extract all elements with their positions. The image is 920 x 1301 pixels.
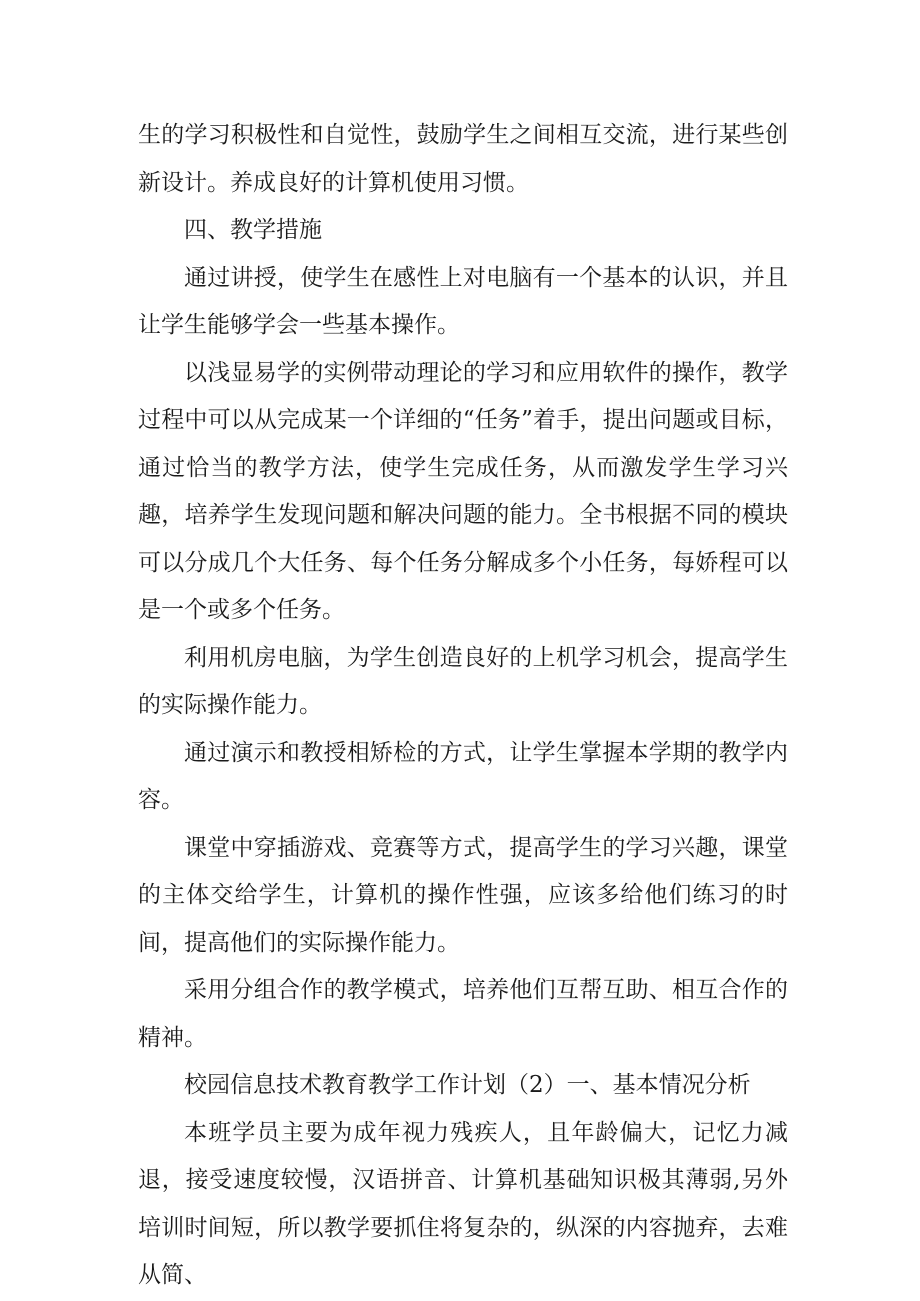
paragraph: 通过讲授，使学生在感性上对电脑有一个基本的认识，并且让学生能够学会一些基本操作。 xyxy=(138,264,788,338)
paragraph: 本班学员主要为成年视力残疾人，且年龄偏大，记忆力减退，接受速度较慢，汉语拼音、计算机基础知识极其薄弱,另外培训时间短，所以教学要抓住将复杂的，纵深的内容抛弃，去难从简、 xyxy=(138,1119,788,1288)
document-page xyxy=(138,112,788,1300)
paragraph: 通过演示和教授相矫检的方式，让学生掌握本学期的教学内容。 xyxy=(138,739,788,813)
section-heading-plan-2: 校园信息技术教育教学工作计划（2）一、基本情况分析 xyxy=(184,1072,751,1098)
paragraph: 以浅显易学的实例带动理论的学习和应用软件的操作，教学过程中可以从完成某一个详细的“任务”着手，提出问题或目标，通过恰当的教学方法，使学生完成任务，从而激发学生学习兴趣，培养学生发现问题和解决问题的能力。全书根据不同的模块可以分成几个大任务、每个任务分解成多个小任务，每娇程可以是一个或多个任务。 xyxy=(138,359,788,623)
paragraph-continuation: 生的学习积极性和自觉性，鼓励学生之间相互交流，进行某些创新设计。养成良好的计算机使用习惯。 xyxy=(138,122,788,196)
paragraph: 采用分组合作的教学模式，培养他们互帮互助、相互合作的精神。 xyxy=(138,977,788,1051)
paragraph: 课堂中穿插游戏、竞赛等方式，提高学生的学习兴趣，课堂的主体交给学生，计算机的操作性强，应该多给他们练习的时间，提高他们的实际操作能力。 xyxy=(138,834,788,956)
paragraph: 利用机房电脑，为学生创造良好的上机学习机会，提高学生的实际操作能力。 xyxy=(138,644,788,718)
section-heading-teaching-measures: 四、教学措施 xyxy=(184,217,322,243)
